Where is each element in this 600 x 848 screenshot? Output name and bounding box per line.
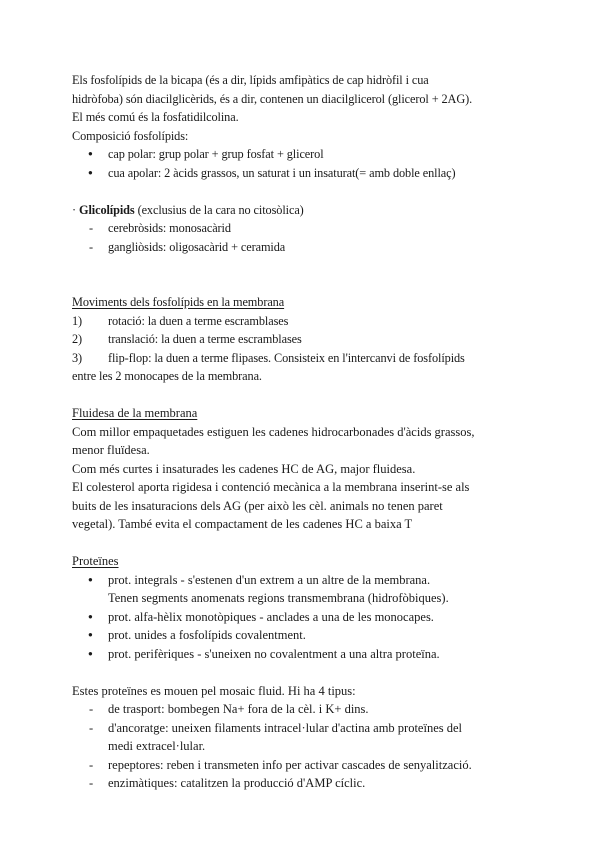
movement-item — [72, 312, 542, 331]
fluidity-line: Com millor empaquetades estiguen les cadenes hidrocarbonades d'àcids grassos, — [72, 424, 475, 439]
types-intro: Estes proteïnes es mouen pel mosaic fluid. Hi ha 4 tipus: — [72, 683, 356, 698]
glycolipid-item: - cerebròsids: monosacàrid — [72, 219, 542, 238]
protein-item: ● prot. integrals - s'estenen d'un extrem a un altre de la membrana. — [72, 571, 542, 590]
movement-number: 2) — [72, 332, 83, 346]
protein-item: ● prot. perifèriques - s'uneixen no covalentment a una altra proteïna. — [72, 645, 542, 664]
movement-text: flip-flop: la duen a terme flipases. Consisteix en l'intercanvi de fosfolípids — [108, 350, 465, 365]
fluidity-line: vegetal). També evita el compactament de les cadenes HC a baixa T — [72, 517, 413, 531]
protein-item: ● prot. alfa-hèlix monotòpiques - anclades a una de les monocapes. — [72, 608, 542, 627]
glycolipids-prefix: · — [72, 202, 79, 217]
intro-line-3: El més comú és la fosfatidilcolina. — [72, 110, 239, 124]
fluidity-line: El colesterol aporta rigidesa i contenció mecànica a la membrana inserint-se als — [72, 480, 470, 494]
movement-text: translació: la duen a terme escramblases — [108, 332, 302, 346]
proteins-heading: Proteïnes — [72, 554, 119, 568]
movement-text: rotació: la duen a terme escramblases — [108, 313, 289, 328]
protein-item: ● prot. unides a fosfolípids covalentment. — [72, 626, 542, 645]
glycolipids-note: (exclusius de la cara no citosòlica) — [134, 202, 304, 217]
fluidity-line: Com més curtes i insaturades les cadenes HC de AG, major fluidesa. — [72, 461, 416, 476]
glycolipid-item: - gangliòsids: oligosacàrid + ceramida — [72, 238, 542, 257]
type-item-continuation: medi extracel·lular. — [108, 739, 206, 753]
intro-line-2: hidròfoba) són diacilglicèrids, és a dir, contenen un diacilglicerol (glicerol + 2AG). — [72, 91, 473, 106]
fluidity-line: menor fluïdesa. — [72, 443, 150, 457]
movement-number: 3) — [72, 350, 83, 365]
fluidity-line: buits de les insaturacions dels AG (per això les cèl. animals no tenen paret — [72, 498, 443, 513]
fluidity-heading: Fluidesa de la membrana — [72, 406, 198, 420]
movement-item — [72, 330, 542, 349]
movements-heading: Moviments dels fosfolípids en la membrana — [72, 295, 285, 309]
movement-number: 1) — [72, 313, 83, 328]
type-item: - enzimàtiques: catalitzen la producció d'AMP cíclic. — [72, 774, 542, 793]
movement-continuation: entre les 2 monocapes de la membrana. — [72, 369, 262, 383]
movement-item — [72, 349, 542, 368]
type-item: - de trasport: bombegen Na+ fora de la cèl. i K+ dins. — [72, 700, 542, 719]
glycolipids-title: Glicolípids — [78, 202, 135, 217]
protein-item-continuation: Tenen segments anomenats regions transmembrana (hidrofòbiques). — [108, 591, 449, 605]
document-page — [72, 71, 542, 793]
type-item: - repeptores: reben i transmeten info per activar cascades de senyalització. — [72, 756, 542, 775]
composition-item: ● cua apolar: 2 àcids grassos, un saturat i un insaturat(= amb doble enllaç) — [72, 164, 542, 183]
intro-line-1: Els fosfolípids de la bicapa (és a dir, lípids amfipàtics de cap hidròfil i cua — [72, 73, 429, 87]
type-item: - d'ancoratge: uneixen filaments intracel·lular d'actina amb proteïnes del — [72, 719, 542, 738]
glycolipids-heading — [72, 201, 542, 220]
intro-line-4: Composició fosfolípids: — [72, 128, 189, 143]
composition-item: ● cap polar: grup polar + grup fosfat + glicerol — [72, 145, 542, 164]
